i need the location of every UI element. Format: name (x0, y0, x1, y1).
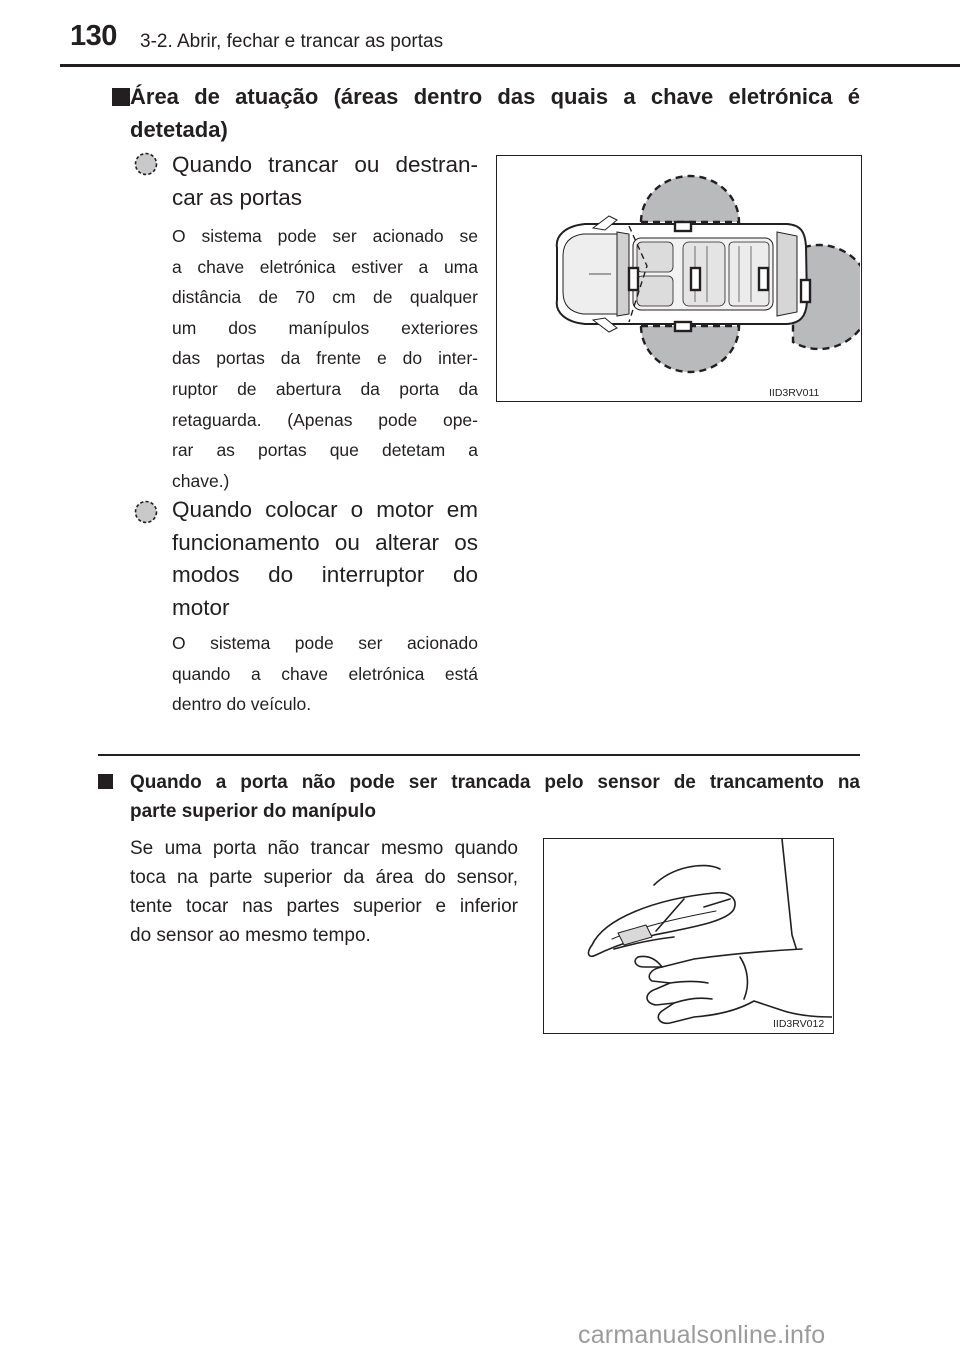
hand-on-door-handle-illustration (544, 839, 832, 1032)
body-line: quando a chave eletrónica está (172, 663, 478, 684)
subheading-engine-start (172, 494, 478, 624)
body-line: rar as portas que detetam a (172, 440, 478, 461)
body-line: a chave eletrónica estiver a uma (172, 256, 478, 277)
figure-code: IID3RV012 (773, 1018, 825, 1030)
vehicle-detection-area-figure (496, 155, 862, 402)
section-square-marker (112, 88, 130, 106)
body-line: do sensor ao mesmo tempo. (130, 925, 371, 946)
section-divider (98, 754, 860, 756)
watermark-text: carmanualsonline.info (578, 1321, 826, 1349)
section-square-marker (98, 774, 113, 789)
dashed-circle-icon (134, 500, 158, 524)
body-line: ruptor de abertura da porta da (172, 378, 478, 399)
rear-hatch-sensor-marker (801, 280, 810, 302)
section-title-lock-sensor (118, 768, 860, 797)
body-line: O sistema pode ser acionado (172, 633, 478, 653)
paragraph-lock-sensor-tip (130, 834, 518, 950)
subheading-line: car as portas (172, 185, 303, 210)
subheading-line: Quando colocar o motor em (172, 497, 478, 522)
body-line: das portas da frente e do inter- (172, 348, 478, 369)
section-title-activation-area (130, 80, 860, 146)
interior-sensor-marker (629, 268, 638, 290)
door-handle-sensor-figure (543, 838, 834, 1034)
dashed-circle-icon (134, 152, 158, 176)
body-line: retaguarda. (Apenas pode ope- (172, 409, 478, 430)
page-number: 130 (70, 20, 117, 52)
subheading-line: motor (172, 594, 230, 620)
body-line: O sistema pode ser acionado se (172, 226, 478, 246)
body-line: toca na parte superior da área do sensor, (130, 867, 518, 888)
body-line: um dos manípulos exteriores (172, 317, 478, 338)
figure-code: IID3RV011 (769, 387, 820, 399)
body-line: dentro do veículo. (172, 694, 312, 715)
interior-sensor-marker (691, 268, 700, 290)
subheading-line: funcionamento ou alterar os (172, 529, 478, 555)
chapter-section-title: 3-2. Abrir, fechar e trancar as portas (140, 31, 444, 52)
paragraph-engine-start-range (172, 628, 478, 720)
vehicle-top-view-illustration (497, 156, 860, 400)
section-title-line: Área de atuação (áreas dentro das quais a chave eletrónica é (130, 84, 860, 109)
section-title-line: Quando a porta não pode ser trancada pelo sensor de trancamento na (130, 772, 860, 793)
front-right-door-detection-zone (641, 326, 739, 372)
subheading-line: modos do interruptor do (172, 562, 478, 588)
body-line: chave.) (172, 470, 230, 491)
section-title-line: parte superior do manípulo (130, 801, 376, 822)
door-handle-sensor-marker (675, 222, 691, 231)
paragraph-lock-unlock-range (172, 221, 478, 496)
section-title-line: detetada) (130, 117, 228, 142)
body-line: Se uma porta não trancar mesmo quando (130, 838, 518, 859)
header-divider (60, 64, 960, 67)
front-left-door-detection-zone (641, 176, 739, 222)
body-line: tente tocar nas partes superior e inferior (130, 896, 518, 917)
interior-sensor-marker (759, 268, 768, 290)
subheading-lock-unlock-doors (172, 148, 478, 214)
body-line: distância de 70 cm de qualquer (172, 287, 478, 308)
door-handle-sensor-marker (675, 322, 691, 331)
subheading-line: Quando trancar ou destran- (172, 152, 478, 177)
